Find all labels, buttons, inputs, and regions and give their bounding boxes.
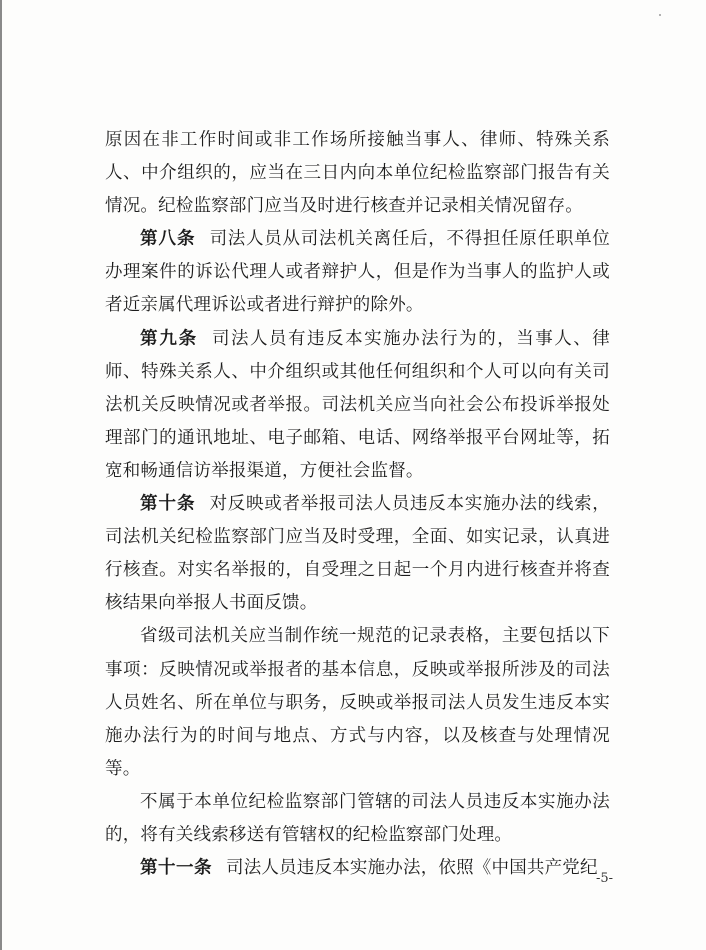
document-body [105,124,610,885]
article-label: 第八条 [140,229,196,250]
article-label: 第十一条 [140,858,212,879]
article-9 [105,323,610,488]
article-label: 第十条 [140,494,196,515]
paragraph [105,786,610,852]
paragraph [105,620,610,785]
paragraph-text: 原因在非工作时间或非工作场所接触当事人、律师、特殊关系人、中介组织的，应当在三日内向本单位纪检监察部门报告有关情况。纪检监察部门应当及时进行核查并记录相关情况留存。 [105,130,610,217]
paragraph-text: 省级司法机关应当制作统一规范的记录表格，主要包括以下事项：反映情况或举报者的基本信息，反映或举报所涉及的司法人员姓名、所在单位与职务，反映或举报司法人员发生违反本实施办法行为的时间与地点、方式与内容，以及核查与处理情况等。 [105,626,610,779]
page-number: -5- [596,871,614,886]
paragraph-continuation [105,124,610,223]
article-text: 司法人员违反本实施办法，依照《中国共产党纪 [226,858,598,879]
article-text: 对反映或者举报司法人员违反本实施办法的线索，司法机关纪检监察部门应当及时受理，全面、如实记录，认真进行核查。对实名举报的，自受理之日起一个月内进行核查并将查核结果向举报人书面反馈。 [105,494,610,614]
article-text: 司法人员有违反本实施办法行为的，当事人、律师、特殊关系人、中介组织或其他任何组织和个人可以向有关司法机关反映情况或者举报。司法机关应当向社会公布投诉举报处理部门的通讯地址、电子邮箱、电话、网络举报平台网址等，拓宽和畅通信访举报渠道，方便社会监督。 [105,328,610,481]
article-10 [105,488,610,620]
article-11 [105,852,610,885]
scan-speck [659,14,661,16]
paragraph-text: 不属于本单位纪检监察部门管辖的司法人员违反本实施办法的，将有关线索移送有管辖权的纪检监察部门处理。 [105,791,610,845]
article-8 [105,223,610,322]
article-text: 司法人员从司法机关离任后，不得担任原任职单位办理案件的诉讼代理人或者辩护人，但是作为当事人的监护人或者近亲属代理诉讼或者进行辩护的除外。 [105,229,610,316]
article-label: 第九条 [140,328,198,349]
